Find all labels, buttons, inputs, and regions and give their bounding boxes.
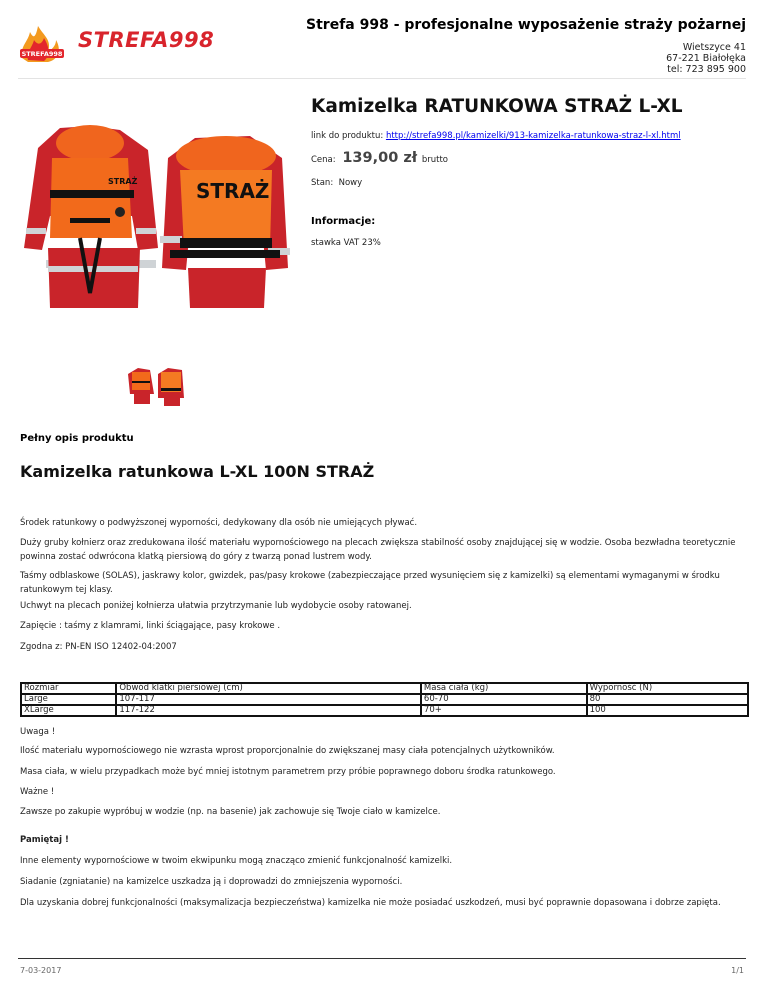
full-description-heading: Pełny opis produktu <box>20 433 134 444</box>
description-paragraph: Zapięcie : taśmy z klamrami, linki ściągające, pasy krokowe . <box>20 621 281 631</box>
important-heading: Ważne ! <box>20 787 55 797</box>
remember-heading: Pamiętaj ! <box>20 835 69 845</box>
table-cell: 117-122 <box>116 705 421 716</box>
vat-rate: stawka VAT 23% <box>311 238 381 248</box>
price-suffix: brutto <box>421 155 449 165</box>
table-cell: XLarge <box>21 705 116 716</box>
table-cell: 60-70 <box>421 694 587 705</box>
product-name: Kamizelka RATUNKOWA STRAŻ L-XL <box>311 96 683 117</box>
description-paragraph: Środek ratunkowy o podwyższonej wyporności, dedykowany dla osób nie umiejących pływać. <box>20 518 418 528</box>
info-heading: Informacje: <box>311 216 376 227</box>
note-paragraph: Masa ciała, w wielu przypadkach może być mniej istotnym parametrem przy próbie poprawnego doboru środka ratunkowego. <box>20 767 556 777</box>
price-value: 139,00 zł <box>342 150 418 166</box>
header-separator <box>18 78 746 79</box>
strefa998-logo[interactable] <box>18 22 215 64</box>
table-header-cell: Masa ciała (kg) <box>421 683 587 694</box>
remember-paragraph: Inne elementy wypornościowe w twoim ekwipunku mogą znacząco zmienić funkcjonalność kamizelki. <box>20 856 453 866</box>
table-row <box>21 694 748 705</box>
description-title: Kamizelka ratunkowa L-XL 100N STRAŻ <box>20 462 375 481</box>
product-photo[interactable] <box>20 98 292 308</box>
description-paragraph: Duży gruby kołnierz oraz zredukowana ilość materiału wypornościowego na plecach zwiększa stabilność osoby znajdującej się w wodzie. Osoba bezwładna teoretycznie powinna zostać odwrócona klatką piersiową do góry z twarzą ponad lustrem wody. <box>20 538 736 562</box>
table-header-cell: Obwód klatki piersiowej (cm) <box>116 683 421 694</box>
note-paragraph: Ilość materiału wypornościowego nie wzrasta wprost proporcjonalnie do zwiększanej masy ciała potencjalnych użytkowników. <box>20 746 555 756</box>
table-cell: 70+ <box>421 705 587 716</box>
remember-paragraph: Dla uzyskania dobrej funkcjonalności (maksymalizacja bezpieczeństwa) kamizelka nie może posiadać uszkodzeń, musi być poprawnie dopasowana i dobrze zapięta. <box>20 898 721 908</box>
table-cell: 107-117 <box>116 694 421 705</box>
price-row <box>311 150 448 166</box>
product-link-row <box>311 131 681 141</box>
stock-value: Nowy <box>338 178 363 188</box>
svg-text:STRAŻ: STRAŻ <box>108 177 138 186</box>
table-cell: Large <box>21 694 116 705</box>
table-cell: 100 <box>587 705 748 716</box>
footer-date: 7-03-2017 <box>20 966 62 975</box>
stock-label: Stan: <box>311 178 334 188</box>
stock-row <box>311 178 362 188</box>
note-heading: Uwaga ! <box>20 727 56 737</box>
description-paragraph: Uchwyt na plecach poniżej kołnierza ułatwia przytrzymanie lub wydobycie osoby ratowanej. <box>20 601 412 611</box>
price-label: Cena: <box>311 155 336 165</box>
table-header-cell: Wyporność (N) <box>587 683 748 694</box>
remember-paragraph: Siadanie (zgniatanie) na kamizelce uszkadza ją i doprowadzi do zmniejszenia wyporności. <box>20 877 403 887</box>
address-line-street: Wietszyce 41 <box>682 42 746 53</box>
shop-address <box>666 42 746 75</box>
logo-text: STREFA998 <box>78 28 215 52</box>
footer-separator <box>18 958 746 959</box>
important-paragraph: Zawsze po zakupie wypróbuj w wodzie (np. na basenie) jak zachowuje się Twoje ciało w kamizelce. <box>20 807 441 817</box>
description-paragraph: Zgodna z: PN-EN ISO 12402-04:2007 <box>20 642 177 652</box>
svg-text:STRAŻ: STRAŻ <box>196 179 270 203</box>
product-link[interactable]: http://strefa998.pl/kamizelki/913-kamizelka-ratunkowa-straz-l-xl.html <box>385 131 681 141</box>
footer-page-number: 1/1 <box>731 966 744 975</box>
svg-text:STREFA998: STREFA998 <box>21 50 63 58</box>
address-line-phone: tel: 723 895 900 <box>667 64 746 75</box>
table-header-row <box>21 683 748 694</box>
address-line-city: 67-221 Białołęka <box>666 53 746 64</box>
product-link-label: link do produktu: <box>311 131 384 141</box>
table-cell: 80 <box>587 694 748 705</box>
table-header-cell: Rozmiar <box>21 683 116 694</box>
shop-title: Strefa 998 - profesjonalne wyposażenie straży pożarnej <box>306 17 746 33</box>
description-paragraph: Taśmy odblaskowe (SOLAS), jaskrawy kolor, gwizdek, pas/pasy krokowe (zabezpieczające przed wysunięciem się z kamizelki) są elementami wymaganymi w środku ratunkowym tej klasy. <box>20 571 720 595</box>
product-thumbnail[interactable] <box>126 364 186 406</box>
table-row <box>21 705 748 716</box>
size-table <box>20 682 749 717</box>
